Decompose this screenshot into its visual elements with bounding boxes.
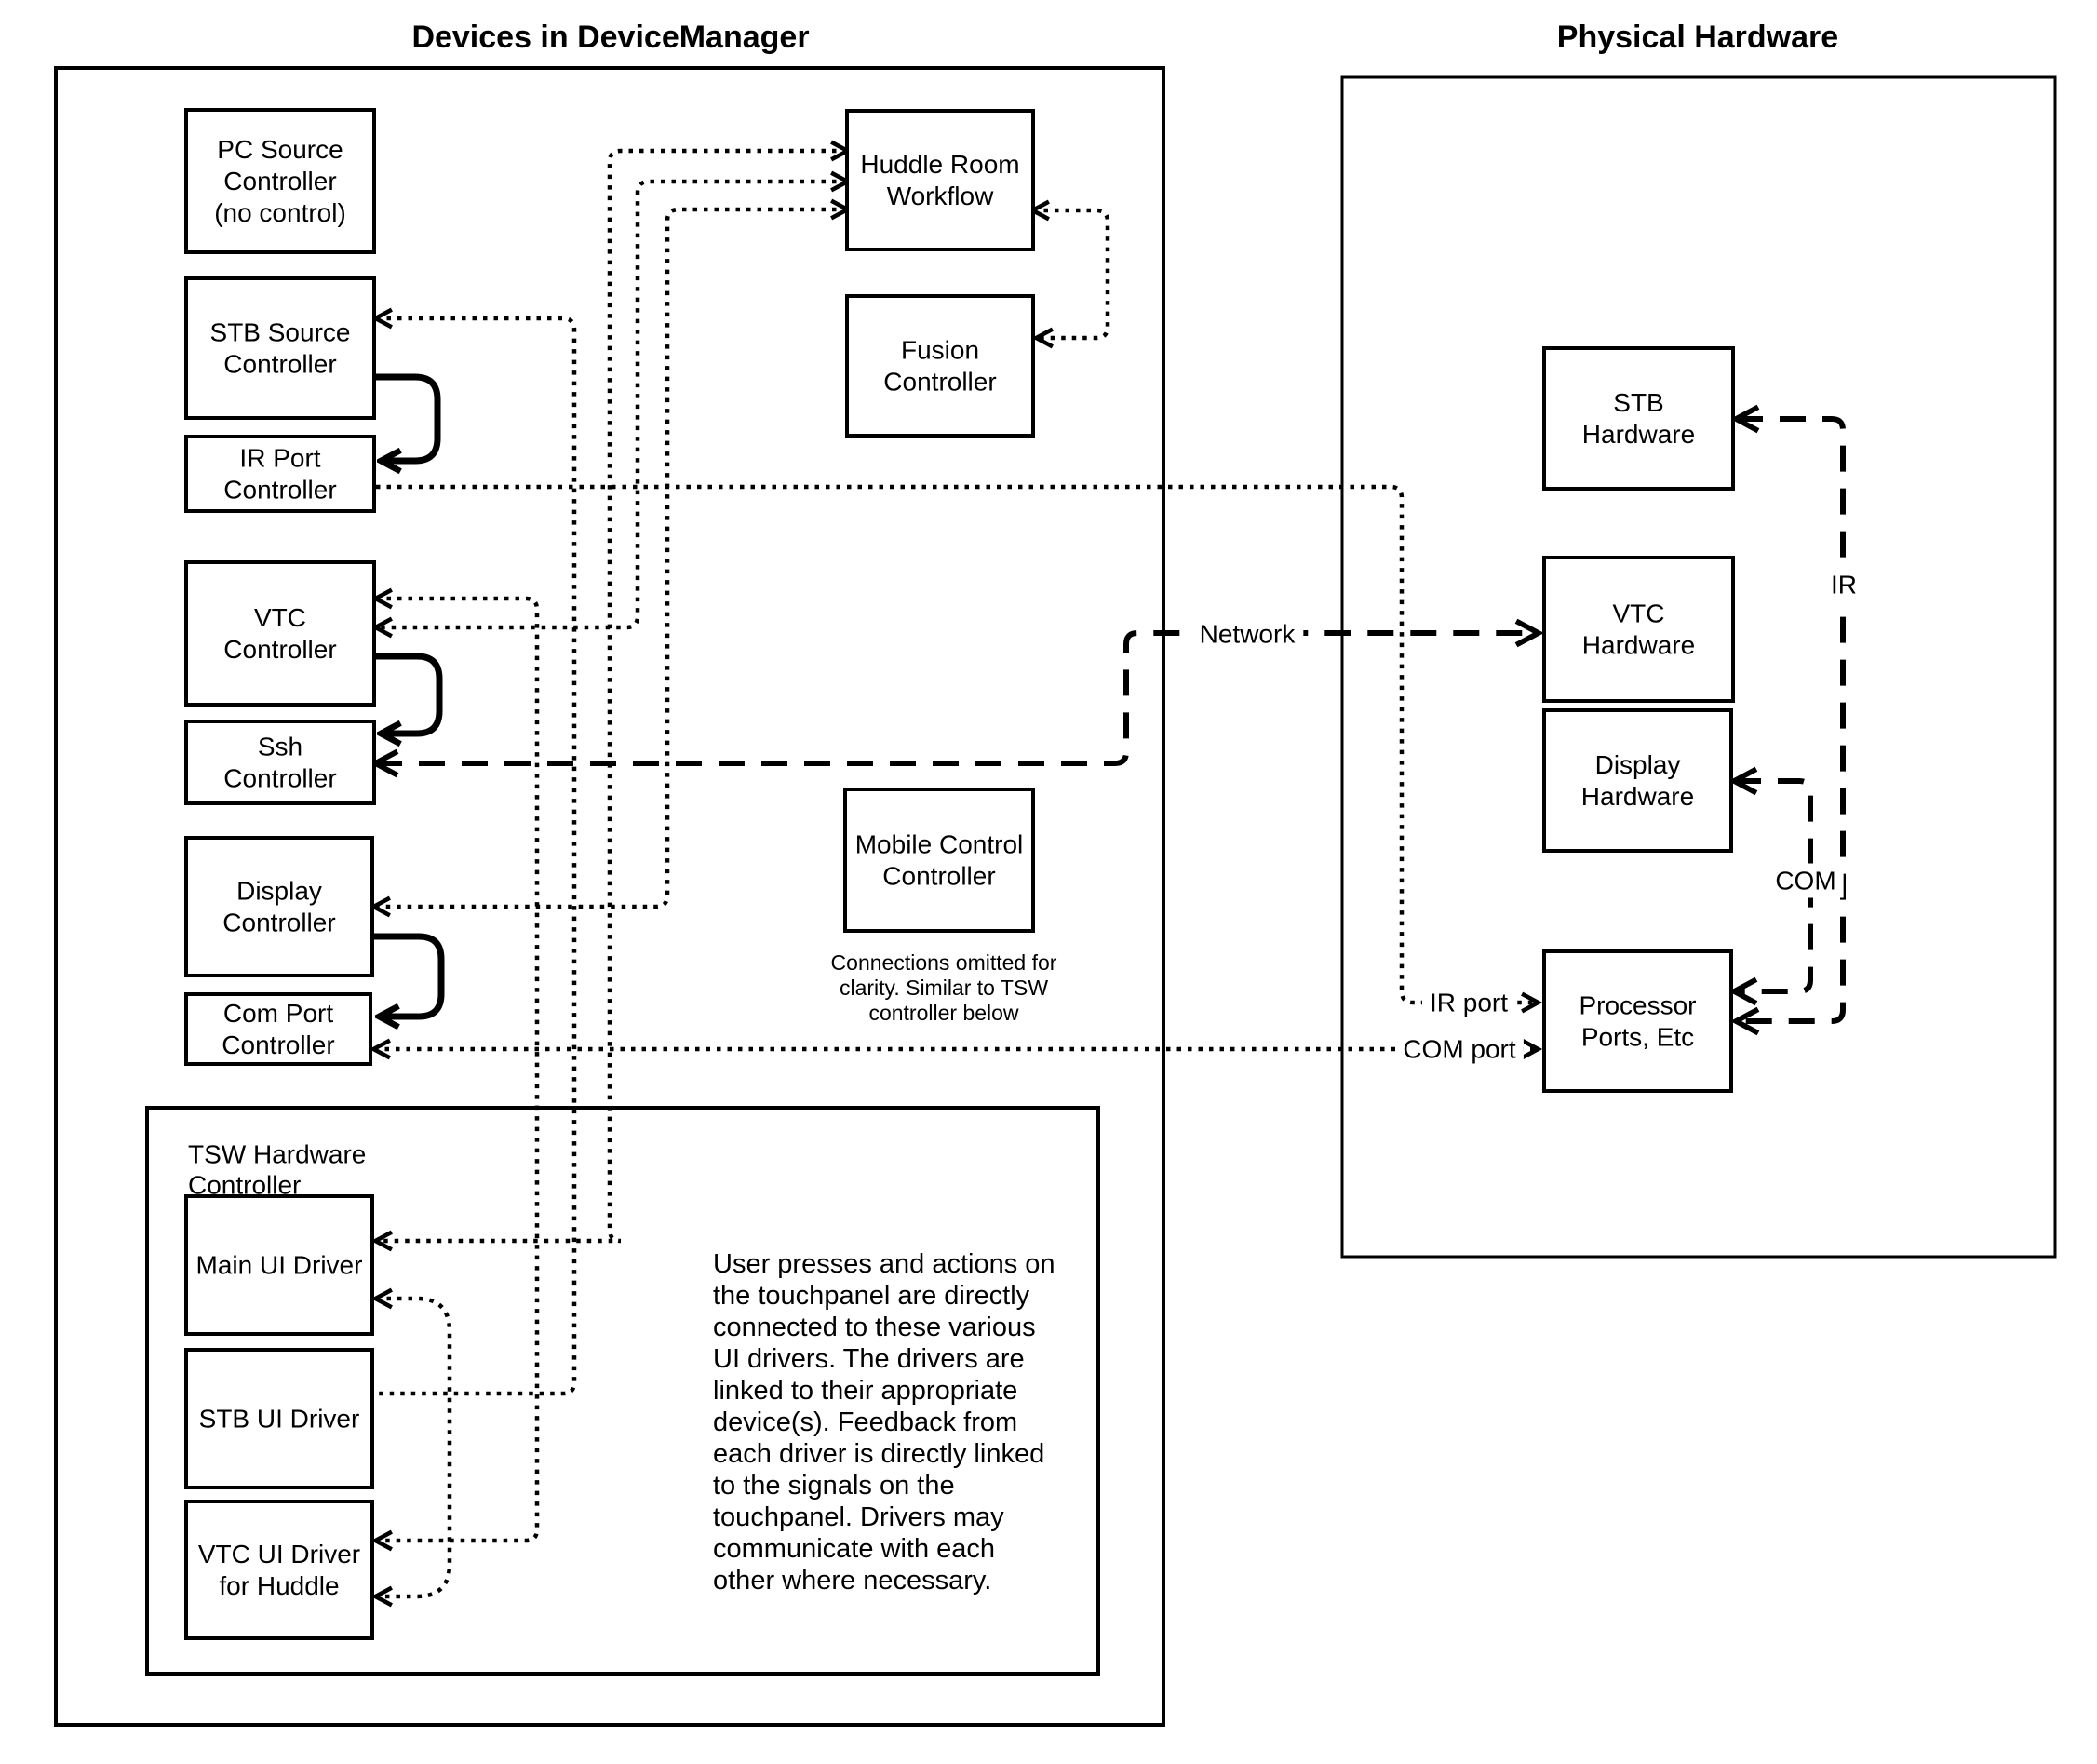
mobile-control-controller-label-line: Mobile Control xyxy=(854,829,1024,859)
huddle-room-workflow-label-line: Workflow xyxy=(886,182,994,210)
vtc-hardware-label-line: Hardware xyxy=(1581,630,1696,660)
edge-huddle-to-fusion xyxy=(1033,210,1108,338)
vtc-ui-driver-label-line: VTC UI Driver xyxy=(197,1540,361,1569)
tsw-paragraph-line: UI drivers. The drivers are xyxy=(713,1344,1025,1374)
ir-port-label: IR port xyxy=(1429,988,1509,1017)
stb-source-controller xyxy=(186,278,374,418)
stb-hardware xyxy=(1544,348,1733,489)
vtc-controller xyxy=(186,562,374,705)
edge-stb-source-to-ir-port-loop xyxy=(376,377,437,461)
display-hardware-label-line: Hardware xyxy=(1580,782,1695,811)
stb-source-controller-label-line: STB Source xyxy=(209,317,351,347)
ssh-controller-label-line: Controller xyxy=(223,763,337,793)
stb-hardware-label-line: STB xyxy=(1613,388,1664,417)
display-controller-label-line: Controller xyxy=(222,908,336,937)
connections-omitted-note xyxy=(831,950,1057,1025)
stb-ui-driver-label-line: STB UI Driver xyxy=(198,1404,360,1434)
edge-main-ui-to-vtc-ui xyxy=(376,1299,450,1596)
edge-vtc-controller-to-vtc-ui xyxy=(376,599,537,1541)
vtc-controller-label-line: VTC xyxy=(254,603,306,632)
edge-vtc-to-ssh-loop xyxy=(376,656,439,734)
tsw-paragraph-line: linked to their appropriate xyxy=(713,1376,1018,1406)
display-hardware xyxy=(1544,710,1731,851)
ir-port-controller-label-line: IR Port xyxy=(239,443,321,473)
fusion-controller-label-line: Fusion xyxy=(900,335,980,365)
main-ui-driver-label xyxy=(196,1251,363,1280)
edge-ir-stb-hw-to-processor xyxy=(1737,419,1843,1021)
tsw-paragraph-line: communicate with each xyxy=(713,1534,996,1564)
tsw-paragraph-line: the touchpanel are directly xyxy=(713,1281,1030,1311)
display-hardware-label-line: Display xyxy=(1594,750,1681,779)
edge-huddle-to-main-ui xyxy=(376,151,847,1241)
stb-hardware-label-line: Hardware xyxy=(1581,420,1696,449)
mobile-control-controller-label-line: Controller xyxy=(882,861,996,891)
vtc-hardware-label-line: VTC xyxy=(1612,599,1665,628)
com-port-controller-label-line: Com Port xyxy=(222,999,334,1028)
processor-ports-label-line: Ports, Etc xyxy=(1580,1022,1695,1052)
display-controller-label-line: Display xyxy=(236,876,322,906)
tsw-region-label xyxy=(188,1140,366,1200)
tsw-paragraph-line: device(s). Feedback from xyxy=(713,1407,1018,1437)
tsw-paragraph-line: connected to these various xyxy=(713,1313,1036,1342)
ir-port-controller-label-line: Controller xyxy=(223,475,337,505)
connections-omitted-note-line: clarity. Similar to TSW xyxy=(839,976,1049,1000)
title-physical-hardware xyxy=(1557,20,1838,55)
title-device-manager xyxy=(411,20,809,55)
tsw-region-label-line: Controller xyxy=(188,1170,302,1200)
edge-network-ssh-to-vtc-hw xyxy=(376,633,1538,763)
pc-source-controller-label-line: Controller xyxy=(223,167,337,195)
title-device-manager-line: Devices in DeviceManager xyxy=(411,20,810,55)
processor-ports-label-line: Processor xyxy=(1579,990,1697,1020)
tsw-paragraph-line: other where necessary. xyxy=(713,1566,992,1596)
fusion-controller xyxy=(847,296,1033,436)
pc-source-controller-label xyxy=(214,135,346,227)
connections-omitted-note-line: Connections omitted for xyxy=(830,950,1057,975)
com-port-controller-label-line: Controller xyxy=(222,1030,335,1059)
vtc-ui-driver xyxy=(186,1501,372,1638)
edge-display-to-com-port-loop xyxy=(372,936,441,1017)
vtc-controller-label-line: Controller xyxy=(223,635,337,664)
stb-source-controller-label-line: Controller xyxy=(223,349,337,379)
tsw-region-label-line: TSW Hardware xyxy=(188,1139,367,1169)
stb-ui-driver-label xyxy=(199,1405,360,1434)
fusion-controller-label-line: Controller xyxy=(883,367,997,397)
tsw-paragraph xyxy=(713,1249,1055,1596)
mobile-control-controller xyxy=(845,789,1033,931)
ssh-controller-label-line: Ssh xyxy=(257,732,303,761)
ir-label: IR xyxy=(1831,570,1857,599)
tsw-paragraph-line: User presses and actions on xyxy=(713,1249,1055,1279)
title-physical-hardware-line: Physical Hardware xyxy=(1556,20,1839,55)
tsw-paragraph-line: each driver is directly linked xyxy=(713,1439,1045,1469)
display-controller xyxy=(186,838,372,976)
vtc-hardware xyxy=(1544,558,1733,701)
huddle-room-workflow xyxy=(847,111,1033,249)
tsw-paragraph-line: to the signals on the xyxy=(713,1471,955,1501)
pc-source-controller-label-line: (no control) xyxy=(214,198,346,227)
huddle-room-workflow-label-line: Huddle Room xyxy=(860,150,1020,179)
vtc-ui-driver-label-line: for Huddle xyxy=(219,1571,340,1600)
edge-stb-source-to-stb-ui xyxy=(374,318,574,1394)
pc-source-controller-label-line: PC Source xyxy=(217,135,343,164)
network-label: Network xyxy=(1199,619,1296,649)
connections-omitted-note-line: controller below xyxy=(868,1001,1019,1025)
tsw-paragraph-line: touchpanel. Drivers may xyxy=(713,1502,1004,1532)
main-ui-driver-label-line: Main UI Driver xyxy=(195,1250,363,1280)
com-port-label: COM port xyxy=(1403,1034,1516,1064)
com-label: COM xyxy=(1775,866,1836,895)
processor-ports xyxy=(1544,951,1731,1091)
